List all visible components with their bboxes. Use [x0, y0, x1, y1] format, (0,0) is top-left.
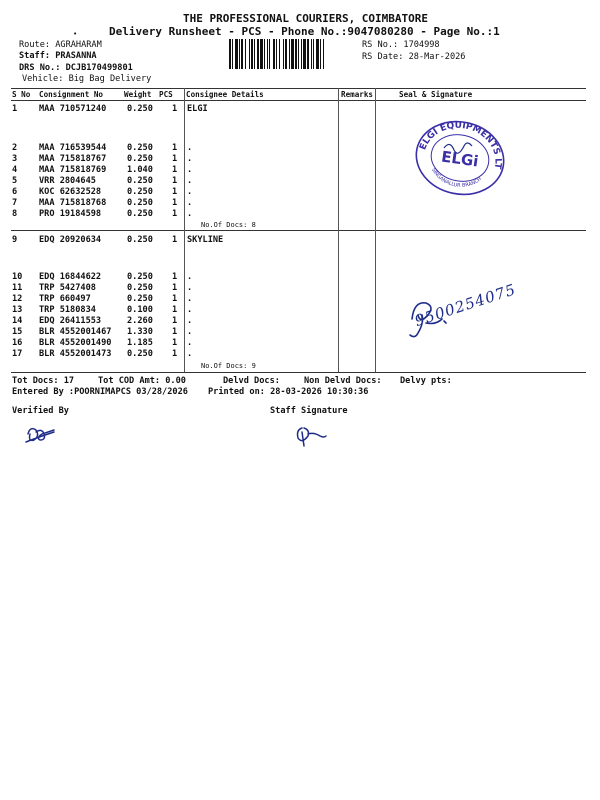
verified-by-label: Verified By	[12, 406, 69, 416]
runsheet-subtitle: Delivery Runsheet - PCS - Phone No.:9047080280 - Page No.:1	[109, 25, 500, 38]
row-sno: 8	[12, 209, 18, 219]
row-pcs: 1	[172, 305, 178, 315]
row-sno: 4	[12, 165, 18, 175]
entered-by: Entered By :POORNIMAPCS 03/28/2026	[12, 387, 188, 397]
row-consignee: .	[187, 187, 193, 197]
delivery-points: Delvy pts:	[400, 376, 452, 386]
col-header-seal: Seal & Signature	[399, 90, 473, 99]
barcode	[229, 39, 357, 69]
row-weight: 0.250	[127, 349, 153, 359]
row-sno: 12	[12, 294, 23, 304]
row-consignment: TRP 660497	[39, 294, 91, 304]
row-consignment: MAA 715818768	[39, 198, 107, 208]
row-sno: 11	[12, 283, 23, 293]
barcode-bar	[298, 39, 299, 69]
barcode-bar	[229, 39, 231, 69]
row-pcs: 1	[172, 327, 178, 337]
barcode-bar	[285, 39, 287, 69]
barcode-bar	[283, 39, 284, 69]
row-weight: 0.250	[127, 143, 153, 153]
row-sno: 1	[12, 104, 18, 114]
barcode-bar	[295, 39, 297, 69]
row-consignment: MAA 710571240	[39, 104, 107, 114]
barcode-bar	[311, 39, 312, 69]
barcode-bar	[267, 39, 268, 69]
docs-count-group-2: No.Of Docs: 9	[201, 362, 256, 370]
row-consignee: .	[187, 294, 193, 304]
row-consignee: .	[187, 338, 193, 348]
company-title: THE PROFESSIONAL COURIERS, COIMBATORE	[183, 12, 429, 25]
row-consignment: EDQ 26411553	[39, 316, 102, 326]
row-pcs: 1	[172, 104, 178, 114]
row-consignee: SKYLINE	[187, 235, 224, 245]
barcode-bar	[301, 39, 302, 69]
row-consignee: .	[187, 327, 193, 337]
row-consignment: EDQ 16844622	[39, 272, 102, 282]
row-consignee: ELGI	[187, 104, 208, 114]
row-pcs: 1	[172, 143, 178, 153]
drs-label: DRS No.: DCJB170499801	[19, 63, 133, 73]
seal-center-text: ELGi	[440, 147, 480, 171]
col-divider	[184, 88, 185, 372]
barcode-bar	[323, 39, 324, 69]
row-pcs: 1	[172, 294, 178, 304]
barcode-bar	[307, 39, 309, 69]
row-consignment: BLR 4552001490	[39, 338, 112, 348]
row-consignee: .	[187, 209, 193, 219]
barcode-bar	[279, 39, 280, 69]
row-consignee: .	[187, 176, 193, 186]
row-consignment: BLR 4552001467	[39, 327, 112, 337]
barcode-bar	[235, 39, 238, 69]
seal-ring-text: ELGI EQUIPMENTS LTD	[418, 120, 503, 170]
row-pcs: 1	[172, 154, 178, 164]
barcode-bar	[249, 39, 250, 69]
row-weight: 0.250	[127, 294, 153, 304]
row-consignment: MAA 716539544	[39, 143, 107, 153]
row-consignee: .	[187, 283, 193, 293]
company-seal-stamp	[410, 118, 510, 198]
row-consignee: .	[187, 349, 193, 359]
row-weight: 0.100	[127, 305, 153, 315]
row-sno: 6	[12, 187, 18, 197]
row-sno: 3	[12, 154, 18, 164]
printed-on: Printed on: 28-03-2026 10:30:36	[208, 387, 369, 397]
row-consignment: KOC 62632528	[39, 187, 102, 197]
row-consignment: MAA 715818767	[39, 154, 107, 164]
docs-count-group-1: No.Of Docs: 8	[201, 221, 256, 229]
staff-signature-label: Staff Signature	[270, 406, 348, 416]
barcode-bar	[316, 39, 319, 69]
row-weight: 0.250	[127, 209, 153, 219]
row-consignment: TRP 5180834	[39, 305, 96, 315]
barcode-bar	[254, 39, 255, 69]
row-sno: 14	[12, 316, 23, 326]
staff-signature-scribble	[290, 420, 330, 448]
table-bottom-border	[11, 372, 586, 373]
group-separator	[11, 230, 586, 231]
row-sno: 13	[12, 305, 23, 315]
row-consignment: EDQ 20920634	[39, 235, 102, 245]
row-weight: 0.250	[127, 272, 153, 282]
delivered-docs: Delvd Docs:	[223, 376, 280, 386]
row-weight: 0.250	[127, 176, 153, 186]
total-cod-amount: Tot COD Amt: 0.00	[98, 376, 186, 386]
row-pcs: 1	[172, 349, 178, 359]
table-top-border	[11, 88, 586, 89]
route-label: Route: AGRAHARAM	[19, 40, 102, 50]
barcode-bar	[291, 39, 294, 69]
barcode-bar	[276, 39, 277, 69]
col-header-remarks: Remarks	[341, 90, 374, 99]
row-weight: 2.260	[127, 316, 153, 326]
row-pcs: 1	[172, 198, 178, 208]
col-header-consignment: Consignment No	[39, 90, 104, 99]
col-header-weight: Weight	[124, 90, 152, 99]
barcode-bar	[320, 39, 321, 69]
rs-date: RS Date: 28-Mar-2026	[362, 52, 466, 62]
col-header-pcs: PCS	[159, 90, 173, 99]
staff-label: Staff: PRASANNA	[19, 51, 97, 61]
row-sno: 17	[12, 349, 23, 359]
rs-number: RS No.: 1704998	[362, 40, 440, 50]
row-pcs: 1	[172, 235, 178, 245]
row-weight: 0.250	[127, 198, 153, 208]
barcode-bar	[257, 39, 259, 69]
dot-mark: •	[73, 30, 78, 38]
row-consignee: .	[187, 316, 193, 326]
row-weight: 1.040	[127, 165, 153, 175]
row-weight: 0.250	[127, 235, 153, 245]
verifier-signature-scribble	[22, 420, 62, 448]
barcode-bar	[260, 39, 263, 69]
row-weight: 0.250	[127, 104, 153, 114]
row-sno: 7	[12, 198, 18, 208]
barcode-bar	[273, 39, 275, 69]
barcode-bar	[303, 39, 306, 69]
row-consignee: .	[187, 143, 193, 153]
barcode-bar	[245, 39, 246, 69]
barcode-bar	[232, 39, 233, 69]
row-sno: 9	[12, 235, 18, 245]
row-consignment: BLR 4552001473	[39, 349, 112, 359]
row-weight: 0.250	[127, 187, 153, 197]
row-pcs: 1	[172, 338, 178, 348]
row-weight: 0.250	[127, 154, 153, 164]
barcode-bar	[289, 39, 290, 69]
seal-bottom-text: SINGANALLUR BRANCH	[430, 167, 483, 189]
barcode-bar	[313, 39, 314, 69]
row-pcs: 1	[172, 272, 178, 282]
row-pcs: 1	[172, 187, 178, 197]
col-divider	[338, 88, 339, 372]
row-weight: 1.330	[127, 327, 153, 337]
table-header-border	[11, 100, 586, 101]
row-consignee: .	[187, 154, 193, 164]
col-divider	[375, 88, 376, 372]
barcode-bar	[264, 39, 265, 69]
row-weight: 0.250	[127, 283, 153, 293]
row-sno: 5	[12, 176, 18, 186]
barcode-bar	[241, 39, 243, 69]
row-consignee: .	[187, 272, 193, 282]
barcode-bar	[251, 39, 253, 69]
row-consignee: .	[187, 305, 193, 315]
row-sno: 16	[12, 338, 23, 348]
row-sno: 2	[12, 143, 18, 153]
row-consignee: .	[187, 165, 193, 175]
row-consignment: TRP 5427408	[39, 283, 96, 293]
col-header-consignee: Consignee Details	[186, 90, 264, 99]
barcode-bar	[239, 39, 240, 69]
row-weight: 1.185	[127, 338, 153, 348]
row-pcs: 1	[172, 283, 178, 293]
non-delivered-docs: Non Delvd Docs:	[304, 376, 382, 386]
row-pcs: 1	[172, 165, 178, 175]
row-consignment: PRO 19184598	[39, 209, 102, 219]
row-pcs: 1	[172, 176, 178, 186]
row-sno: 15	[12, 327, 23, 337]
row-sno: 10	[12, 272, 23, 282]
vehicle-label: Vehicle: Big Bag Delivery	[22, 74, 152, 84]
handwritten-phone-number: 9500254075	[412, 280, 519, 330]
barcode-bar	[269, 39, 270, 69]
row-consignee: .	[187, 198, 193, 208]
row-consignment: VRR 2804645	[39, 176, 96, 186]
total-docs: Tot Docs: 17	[12, 376, 75, 386]
row-pcs: 1	[172, 316, 178, 326]
row-consignment: MAA 715818769	[39, 165, 107, 175]
col-header-sno: S No	[12, 90, 31, 99]
row-pcs: 1	[172, 209, 178, 219]
